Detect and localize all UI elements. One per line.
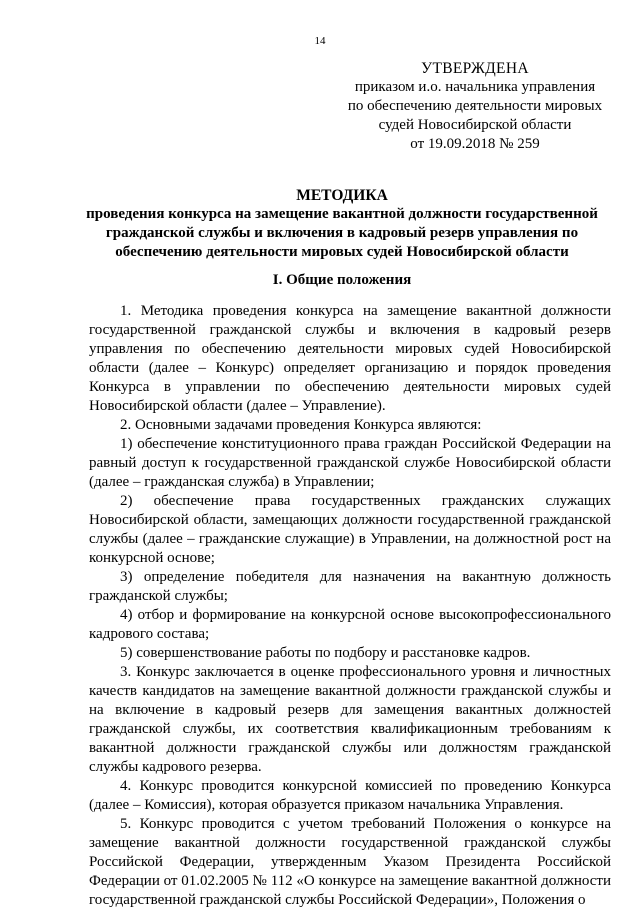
paragraph: 5) совершенствование работы по подбору и расстановке кадров. bbox=[120, 645, 531, 661]
approval-line: по обеспечению деятельности мировых bbox=[347, 98, 603, 114]
paragraph: 5. Конкурс проводится с учетом требований Положения о конкурсе на замещение вакантной должности государственной гражданской службы Российской Федерации, утвержденным Указом Президента Российской Федерации от 01.02.2005 № 112 «О конкурсе на замещение вакантной должности государственной гражданской службы Российской Федерации», Положения о bbox=[89, 816, 611, 908]
paragraph: 1) обеспечение конституционного права граждан Российской Федерации на равный доступ к государственной гражданской службе Новосибирской области (далее – гражданская служба) в Управлении; bbox=[89, 436, 611, 490]
paragraph: 1. Методика проведения конкурса на замещение вакантной должности государственной гражданской службы и включения в кадровый резерв управления по обеспечению деятельности мировых судей Новосибирской области (далее – Конкурс) определяет организацию и порядок проведения Конкурса в управлении по обеспечению деятельности мировых судей Новосибирской области (далее – Управление). bbox=[89, 303, 611, 414]
paragraph: 3. Конкурс заключается в оценке профессионального уровня и личностных качеств кандидатов на замещение вакантной должности гражданской службы и на включение в кадровый резерв для замещения вакантных должностей гражданской службы, их соответствия квалификационным требованиям к вакантной должности гражданской службы или должностям гражданской службы кадрового резерва. bbox=[89, 664, 611, 775]
section-heading: I. Общие положения bbox=[272, 272, 412, 288]
section-body bbox=[89, 302, 611, 910]
page-number: 14 bbox=[314, 35, 326, 47]
approval-line: судей Новосибирской области bbox=[378, 117, 572, 133]
approval-date-line: от 19.09.2018 № 259 bbox=[410, 136, 540, 152]
document-title-main: МЕТОДИКА bbox=[296, 187, 388, 204]
paragraph: 4. Конкурс проводится конкурсной комиссией по проведению Конкурса (далее – Комиссия), которая образуется приказом начальника Управления. bbox=[89, 778, 611, 813]
paragraph: 2) обеспечение права государственных гражданских служащих Новосибирской области, замещающих должности государственной гражданской службы (далее – гражданские служащие) в Управлении, на должностной рост на конкурсной основе; bbox=[89, 493, 611, 566]
paragraph: 4) отбор и формирование на конкурсной основе высокопрофессионального кадрового состава; bbox=[89, 607, 611, 642]
document-subtitle: проведения конкурса на замещение вакантной должности государственной гражданской службы и включения в кадровый резерв управления по обеспечению деятельности мировых судей Новосибирской области bbox=[86, 206, 598, 260]
approval-stamp bbox=[340, 59, 610, 154]
approval-line: приказом и.о. начальника управления bbox=[354, 79, 596, 95]
approval-title: УТВЕРЖДЕНА bbox=[421, 60, 529, 77]
paragraph: 2. Основными задачами проведения Конкурса являются: bbox=[120, 417, 482, 433]
paragraph: 3) определение победителя для назначения на вакантную должность гражданской службы; bbox=[89, 569, 611, 604]
document-title bbox=[72, 186, 612, 262]
